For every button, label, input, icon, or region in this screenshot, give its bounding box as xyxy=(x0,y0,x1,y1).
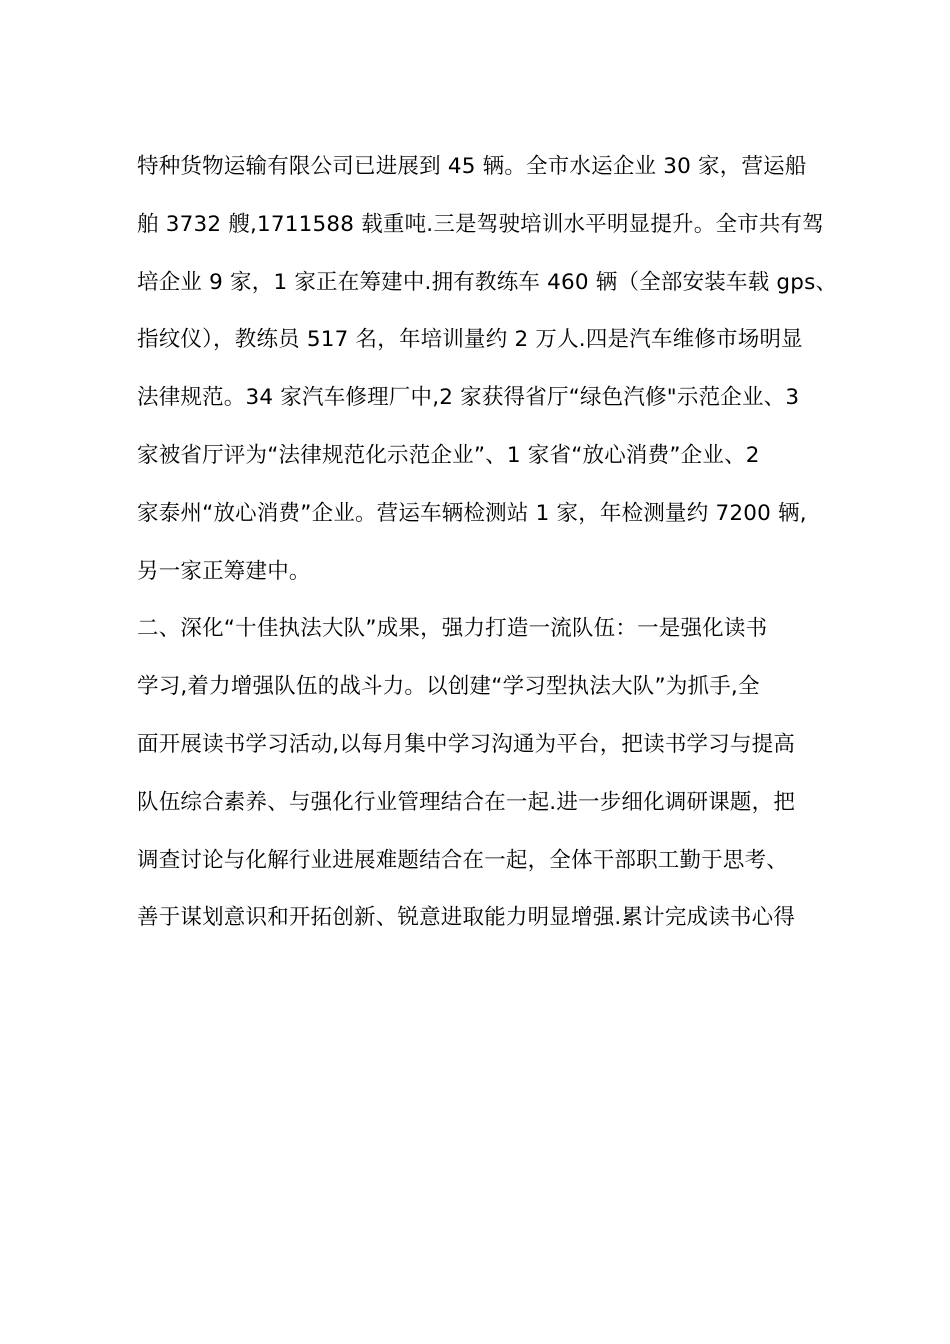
text-line: 学习,着力增强队伍的战斗力。以创建“学习型执法大队”为抓手,全 xyxy=(137,674,760,700)
text-line: 家泰州“放心消费”企业。营运车辆检测站 1 家，年检测量约 7200 辆, xyxy=(137,500,807,526)
text-line: 培企业 9 家，1 家正在筹建中.拥有教练车 460 辆（全部安装车载 gps、 xyxy=(137,269,838,295)
text-line: 法律规范。34 家汽车修理厂中,2 家获得省厅“绿色汽修"示范企业、3 xyxy=(137,385,800,411)
text-line: 二、深化“十佳执法大队”成果，强力打造一流队伍：一是强化读书 xyxy=(137,616,768,642)
body-text xyxy=(137,138,838,947)
text-line: 指纹仪），教练员 517 名，年培训量约 2 万人.四是汽车维修市场明显 xyxy=(137,327,803,353)
text-line: 善于谋划意识和开拓创新、锐意进取能力明显增强.累计完成读书心得 xyxy=(137,905,796,931)
text-line: 特种货物运输有限公司已进展到 45 辆。全市水运企业 30 家，营运船 xyxy=(137,154,807,179)
text-line: 队伍综合素养、与强化行业管理结合在一起.进一步细化调研课题，把 xyxy=(137,789,796,815)
text-line: 另一家正筹建中。 xyxy=(137,558,311,584)
text-line: 调查讨论与化解行业进展难题结合在一起，全体干部职工勤于思考、 xyxy=(137,847,789,873)
text-line: 家被省厅评为“法律规范化示范企业”、1 家省“放心消费”企业、2 xyxy=(137,442,760,468)
text-line: 舶 3732 艘,1711588 载重吨.三是驾驶培训水平明显提升。全市共有驾 xyxy=(137,211,824,237)
text-line: 面开展读书学习活动,以每月集中学习沟通为平台，把读书学习与提高 xyxy=(137,731,796,757)
